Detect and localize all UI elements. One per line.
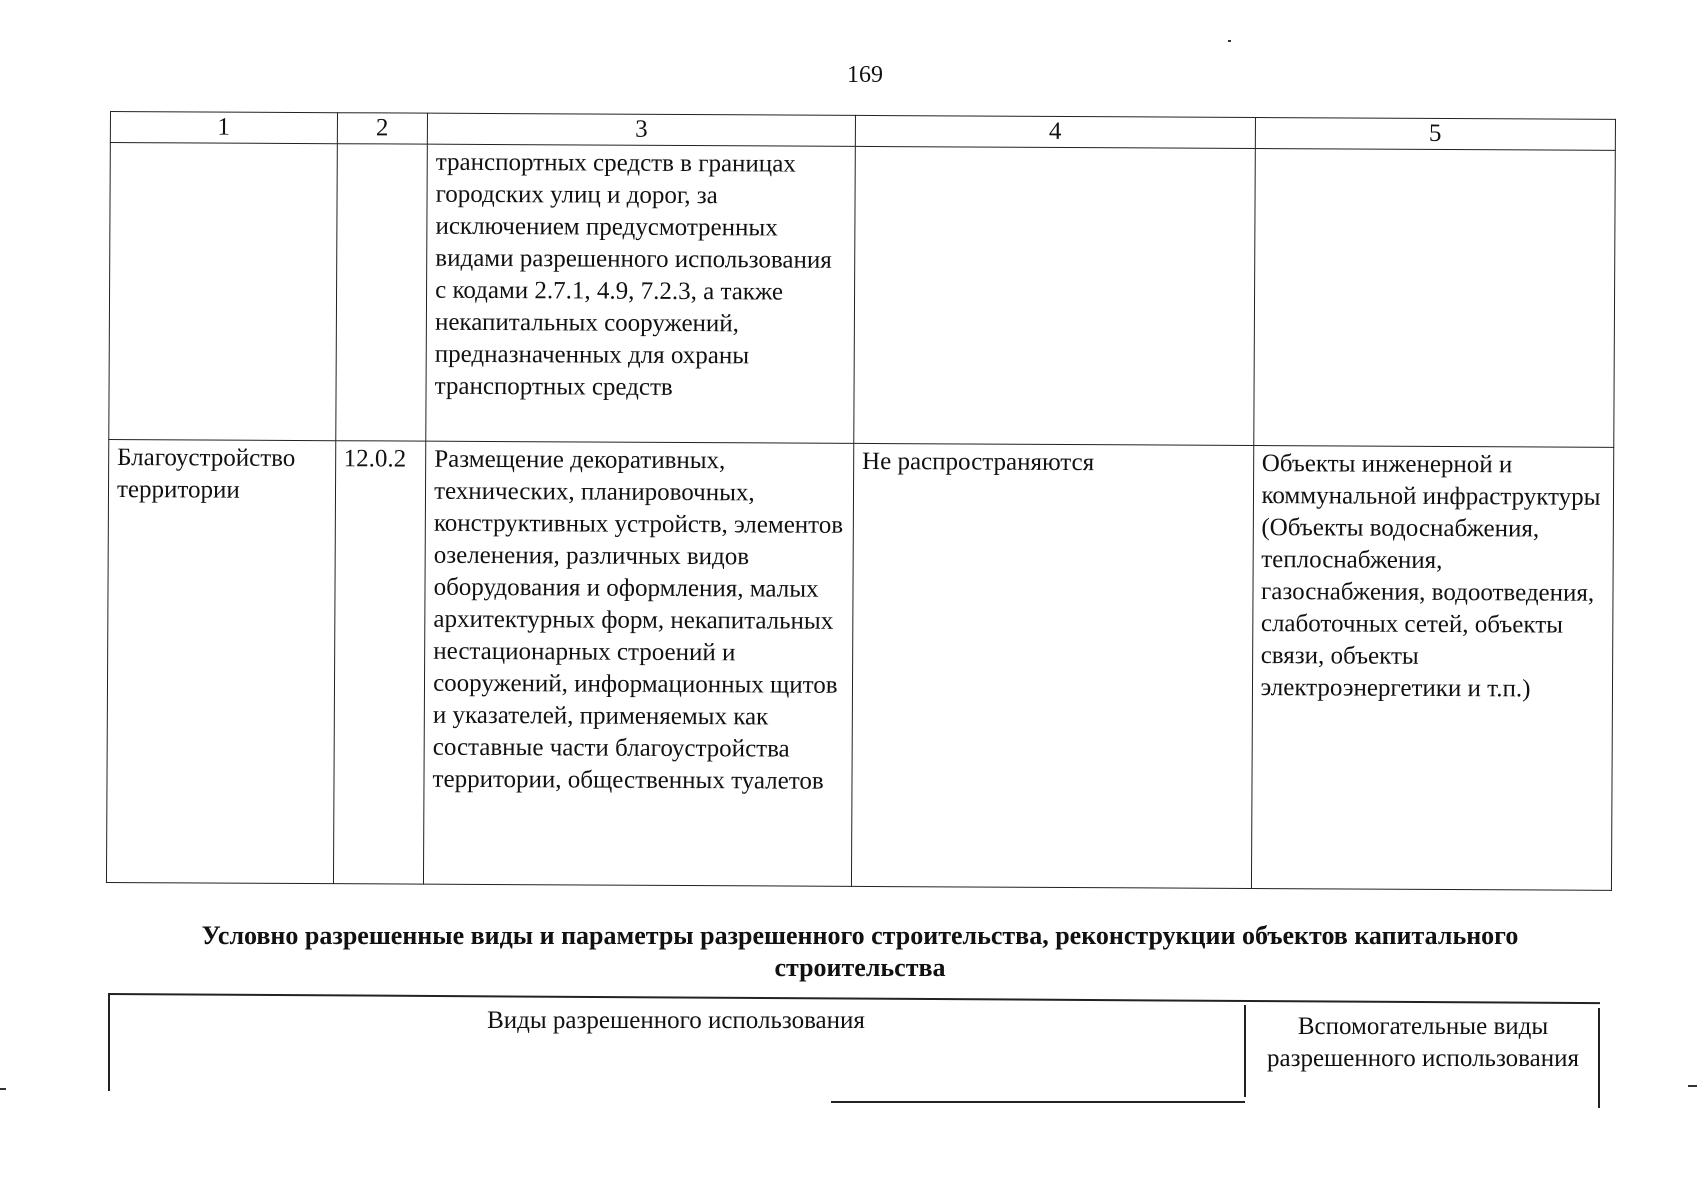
- scan-edge-mark-left: [0, 1088, 6, 1090]
- column-header-4: 4: [855, 115, 1255, 148]
- column-header-auxiliary-uses: Вспомогательные виды разрешенного использования: [1266, 1013, 1579, 1072]
- scan-edge-mark-right: [1688, 1085, 1697, 1087]
- cell-use-code: [335, 144, 427, 441]
- cell-use-description: транспортных средств в границах городских улиц и дорог, за исключением предусмотренных видами разрешенного использования с кодами 2.7.1, 4.9, 7.2.3, а также некапитальных сооружений, предназначенных для охраны транспортных средств: [426, 144, 855, 443]
- cell-auxiliary-uses: Объекты инженерной и коммунальной инфраструктуры (Объекты водоснабжения, теплоснабжения, газоснабжения, водоотведения, слаботочных сетей, объекты связи, объекты электроэнергетики и т.п.): [1251, 445, 1614, 890]
- conditional-uses-table: [108, 993, 1600, 1108]
- cell-use-code: 12.0.2: [333, 441, 426, 884]
- cell-use-description: Размещение декоративных, технических, планировочных, конструктивных устройств, элементов озеленения, различных видов оборудования и оформления, малых архитектурных форм, некапитальных нестационарных строений и сооружений, информационных щитов и указателей, применяемых как составные части благоустройства территории, общественных туалетов: [424, 441, 854, 886]
- cell-use-name: Благоустройство территории: [106, 439, 335, 883]
- page-number: 169: [847, 62, 883, 88]
- table-border: [108, 993, 1600, 1004]
- land-use-table: [106, 111, 1616, 891]
- cell-parameters: Не распространяются: [851, 443, 1253, 888]
- cell-auxiliary-uses: [1253, 148, 1615, 447]
- section-heading: Условно разрешенные виды и параметры разрешенного строительства, реконструкции объектов капитального строительства: [201, 921, 1519, 982]
- table-row: [109, 143, 1616, 448]
- table-border: [831, 1101, 1245, 1103]
- column-header-1: 1: [110, 112, 337, 144]
- table-row: [106, 439, 1613, 890]
- cell-use-name: [109, 143, 337, 441]
- column-header-2: 2: [337, 113, 428, 144]
- cell-parameters: [854, 146, 1255, 445]
- table-border: [1244, 1005, 1246, 1097]
- column-header-use-types: Виды разрешенного использования: [487, 1007, 865, 1034]
- column-header-3: 3: [427, 113, 855, 146]
- column-header-5: 5: [1255, 117, 1616, 150]
- table-border: [1598, 1008, 1600, 1108]
- scan-artifact: [1228, 40, 1231, 42]
